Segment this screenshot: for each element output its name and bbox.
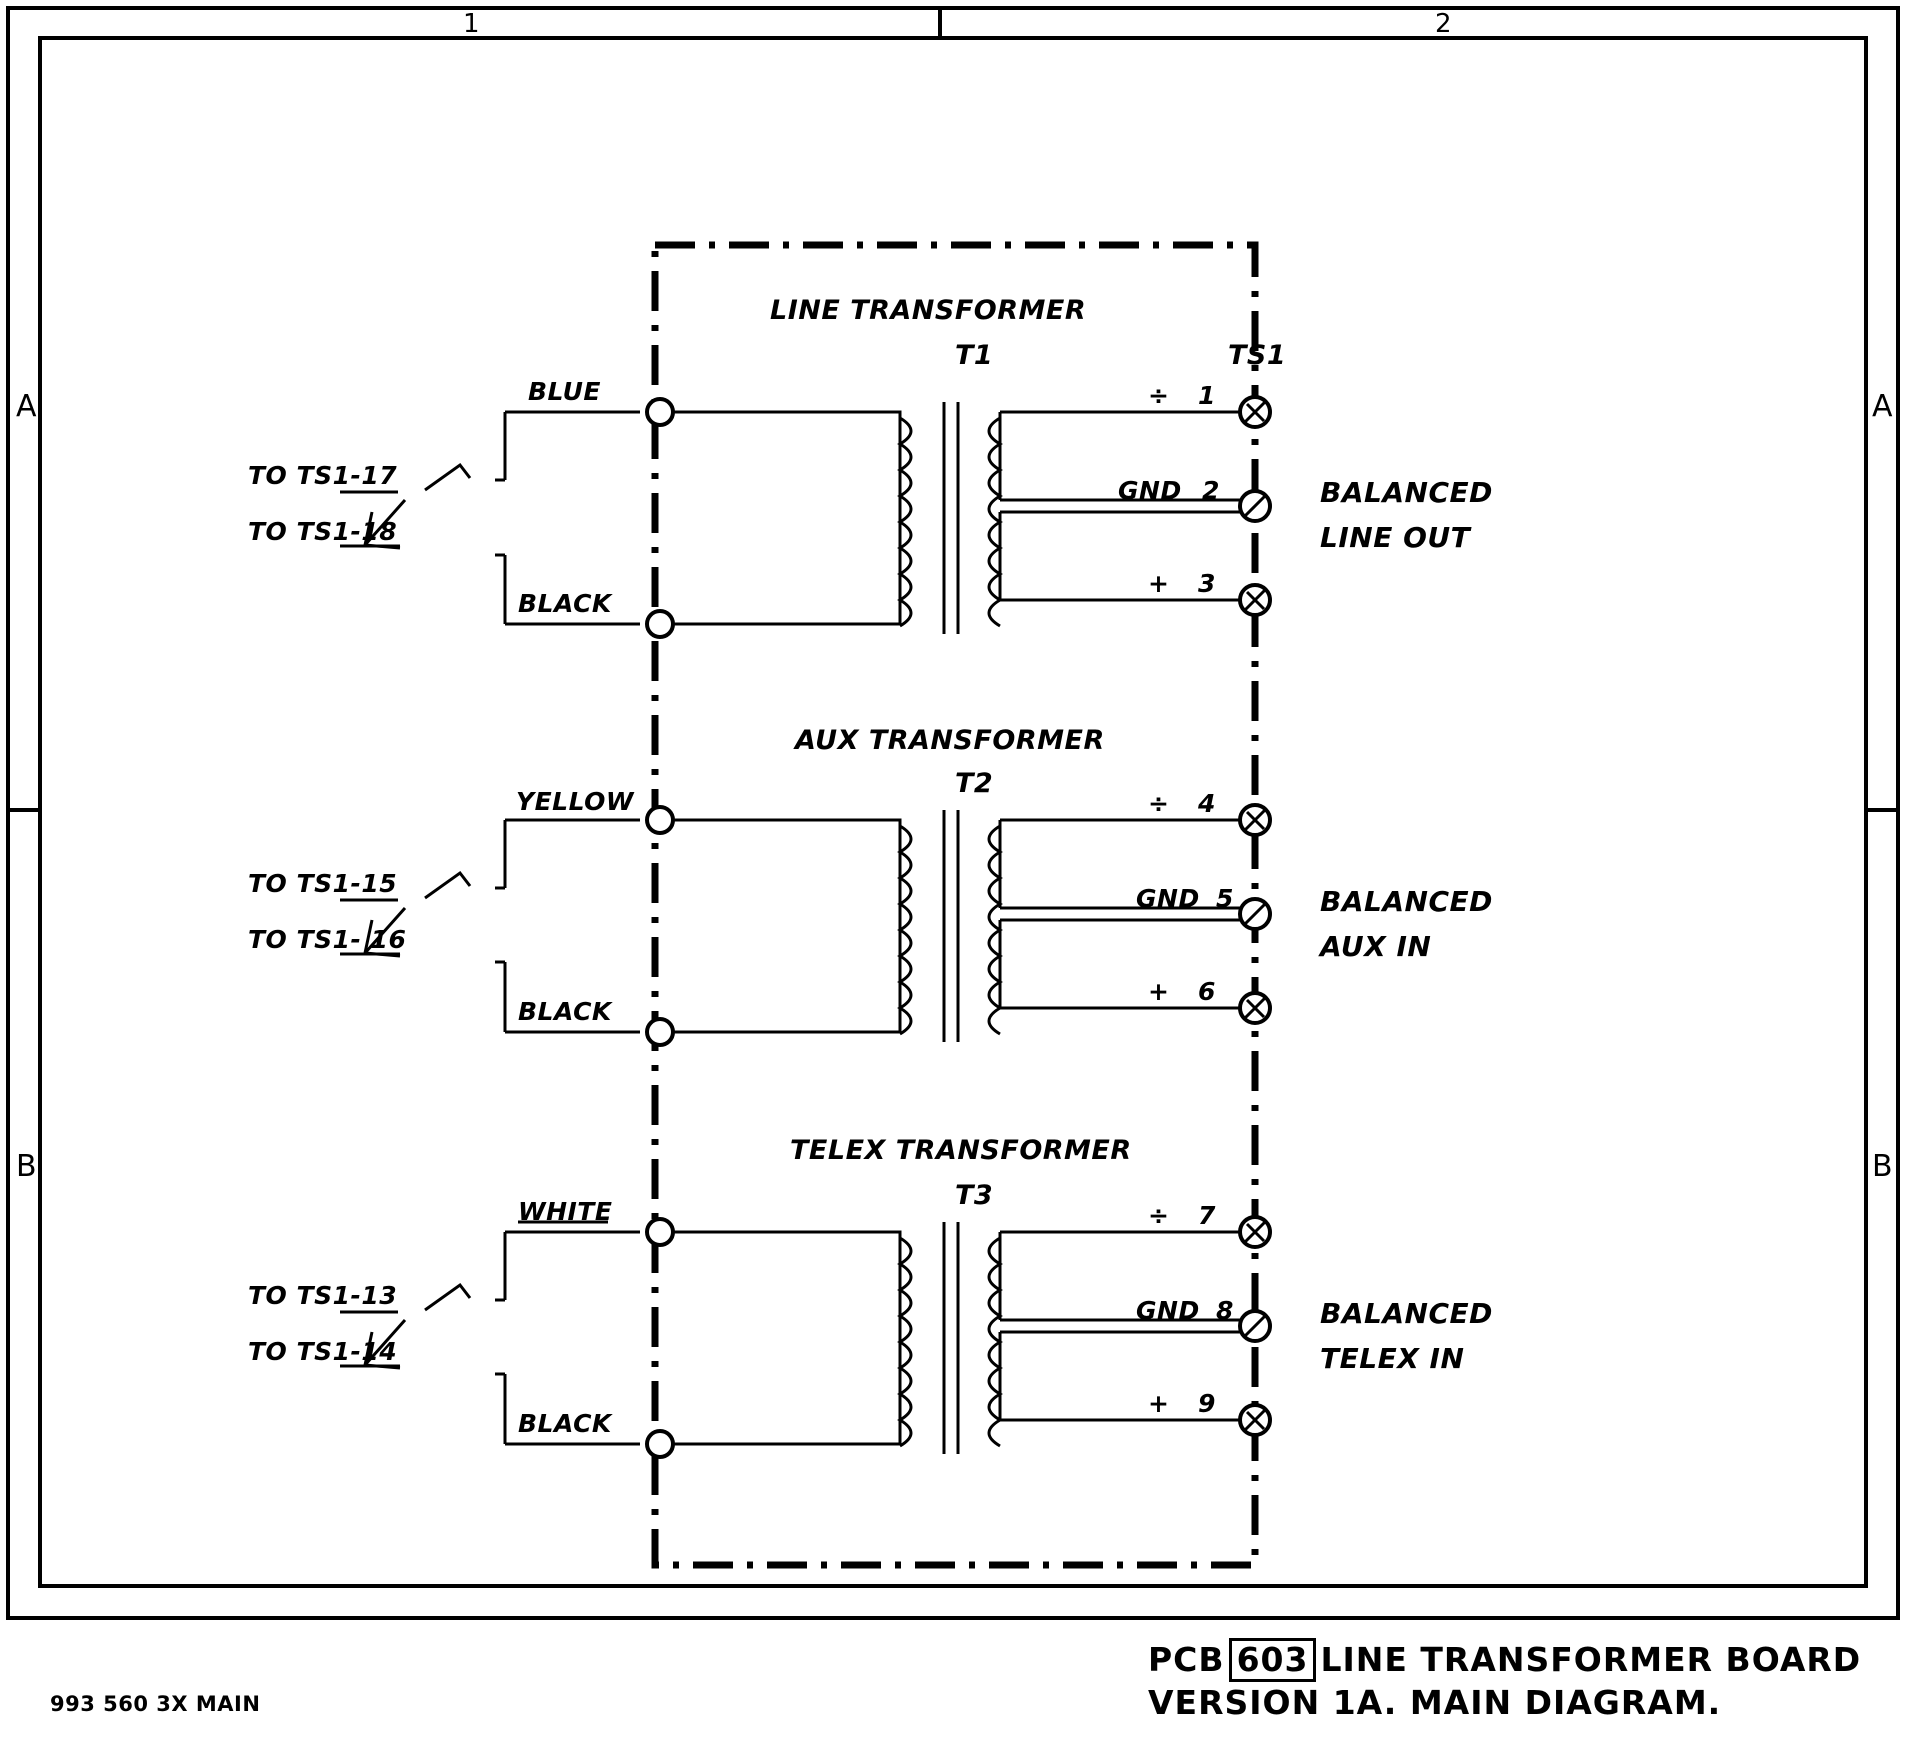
transformer-T1-designator: T1 (955, 340, 994, 371)
wire-label-T1-bottom: BLACK (518, 589, 612, 618)
pin-mark-1: ÷ (1148, 381, 1170, 410)
wire-label-T1-top: BLUE (528, 377, 601, 406)
pin-number-2: 2 (1202, 476, 1220, 505)
source-ref-T2-bottom: TO TS1- 16 (248, 925, 407, 954)
transformer-T3-name: TELEX TRANSFORMER (790, 1135, 1132, 1166)
pcb-title-prefix: PCB (1148, 1640, 1225, 1679)
function-label-T1-line1: BALANCED (1320, 476, 1493, 509)
pin-number-9: 9 (1198, 1389, 1216, 1418)
function-label-T2-line2: AUX IN (1320, 930, 1432, 963)
pin-number-1: 1 (1198, 381, 1216, 410)
source-ref-T3-top: TO TS1-13 (248, 1281, 398, 1310)
zone-number-top-1: 1 (463, 9, 480, 39)
pin-mark-2: GND (1118, 476, 1182, 505)
connector-ts1-label: TS1 (1228, 340, 1287, 371)
wire-label-T3-bottom: BLACK (518, 1409, 612, 1438)
zone-number-top-2: 2 (1435, 9, 1452, 39)
pin-mark-7: ÷ (1148, 1201, 1170, 1230)
pin-mark-9: + (1148, 1389, 1170, 1418)
transformer-T1 (365, 397, 1270, 637)
pin-mark-5: GND (1136, 884, 1200, 913)
zone-letter-right-a: A (1872, 389, 1893, 424)
transformer-T1-name: LINE TRANSFORMER (770, 295, 1087, 326)
zone-letter-left-b: B (16, 1149, 37, 1184)
transformer-T2-name: AUX TRANSFORMER (795, 725, 1105, 756)
function-label-T2-line1: BALANCED (1320, 885, 1493, 918)
transformer-T2-designator: T2 (955, 768, 994, 799)
drawing-part-number: 993 560 3X MAIN (50, 1692, 261, 1716)
transformer-T3 (365, 1217, 1270, 1457)
function-label-T3-line1: BALANCED (1320, 1297, 1493, 1330)
wire-label-T2-top: YELLOW (516, 787, 634, 816)
function-label-T1-line2: LINE OUT (1320, 521, 1471, 554)
pin-mark-4: ÷ (1148, 789, 1170, 818)
wire-label-T2-bottom: BLACK (518, 997, 612, 1026)
pcb-title-suffix: LINE TRANSFORMER BOARD (1320, 1640, 1862, 1679)
source-ref-T3-bottom: TO TS1-14 (248, 1337, 398, 1366)
sheet-frame (8, 8, 1898, 1618)
pin-number-8: 8 (1216, 1296, 1234, 1325)
pin-number-5: 5 (1216, 884, 1234, 913)
wire-label-T3-top: WHITE (518, 1197, 613, 1226)
pcb-version-line: VERSION 1A. MAIN DIAGRAM. (1148, 1683, 1722, 1722)
transformer-T2 (365, 805, 1270, 1045)
pcb-number-box: 603 (1229, 1638, 1317, 1682)
pin-mark-8: GND (1136, 1296, 1200, 1325)
source-ref-T1-bottom: TO TS1-18 (248, 517, 398, 546)
pin-number-4: 4 (1198, 789, 1216, 818)
pin-mark-3: + (1148, 569, 1170, 598)
pin-number-6: 6 (1198, 977, 1216, 1006)
transformer-T3-designator: T3 (955, 1180, 994, 1211)
zone-letter-left-a: A (16, 389, 37, 424)
function-label-T3-line2: TELEX IN (1320, 1342, 1465, 1375)
pin-mark-6: + (1148, 977, 1170, 1006)
source-ref-T1-top: TO TS1-17 (248, 461, 398, 490)
pin-number-7: 7 (1198, 1201, 1216, 1230)
zone-letter-right-b: B (1872, 1149, 1893, 1184)
pcb-title-line (1148, 1638, 1861, 1682)
source-ref-T2-top: TO TS1-15 (248, 869, 398, 898)
pin-number-3: 3 (1198, 569, 1216, 598)
